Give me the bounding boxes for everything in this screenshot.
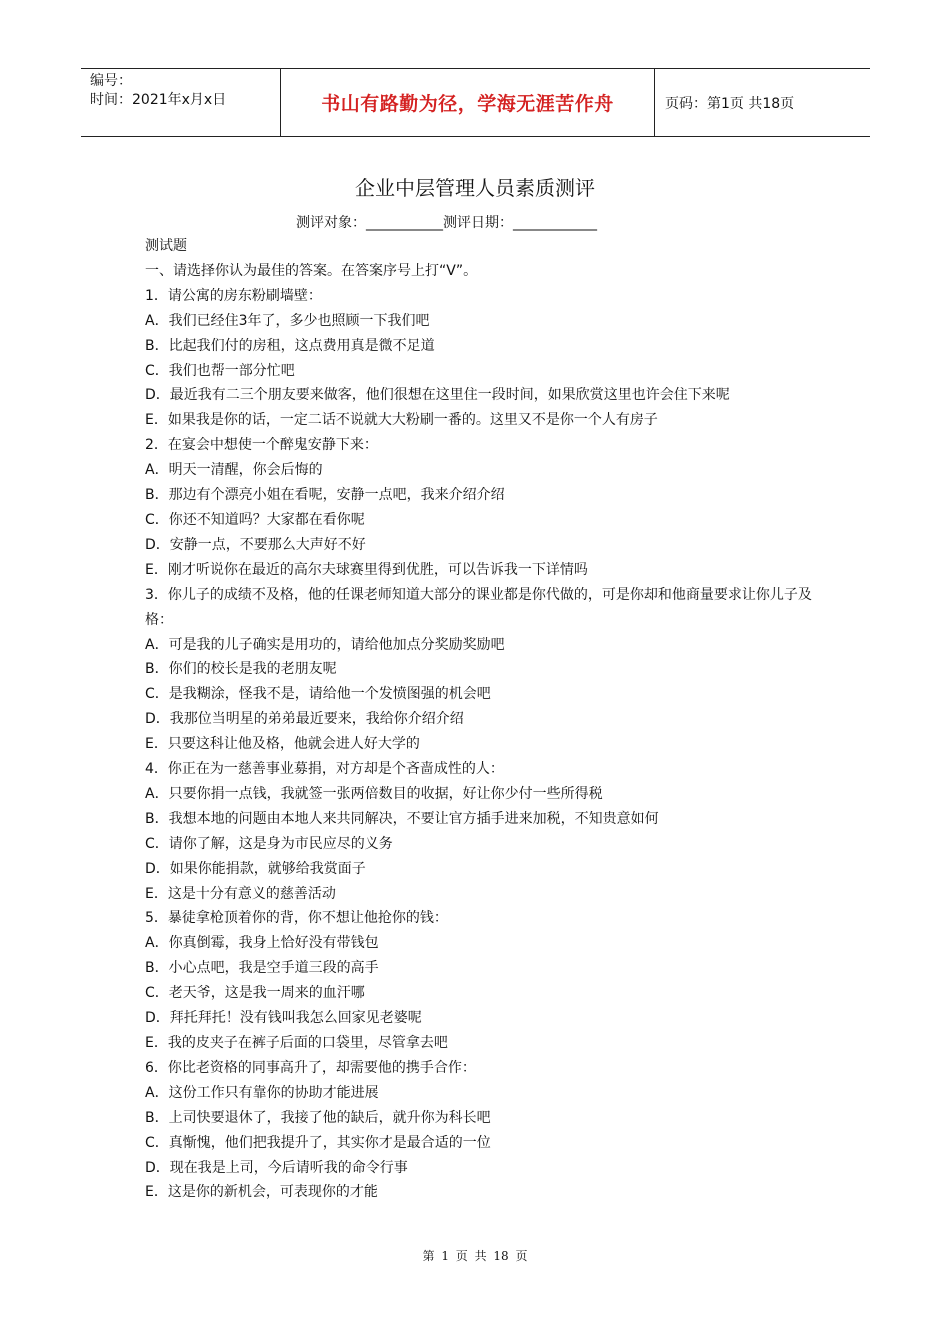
question-title: 4．你正在为一慈善事业募捐，对方却是个吝啬成性的人： — [145, 761, 504, 778]
answer-option: D．我那位当明星的弟弟最近要来，我给你介绍介绍 — [145, 711, 464, 728]
answer-option: E．刚才听说你在最近的高尔夫球赛里得到优胜，可以告诉我一下详情吗 — [145, 561, 588, 578]
section-label: 测试题 — [145, 238, 187, 254]
header-table — [81, 68, 870, 137]
answer-option: A．你真倒霉，我身上恰好没有带钱包 — [145, 935, 379, 952]
time-label: 时间：2021年x月x日 — [90, 92, 227, 108]
answer-option: B．那边有个漂亮小姐在看呢，安静一点吧，我来介绍介绍 — [145, 487, 505, 504]
answer-option: E．这是你的新机会，可表现你的才能 — [145, 1184, 378, 1201]
page-info: 页码：第1页 共18页 — [665, 95, 795, 112]
answer-option: D．最近我有二三个朋友要来做客，他们很想在这里住一段时间，如果欣赏这里也许会住下来呢 — [145, 387, 730, 404]
answer-option: C．是我糊涂，怪我不是，请给他一个发愤图强的机会吧 — [145, 686, 491, 703]
answer-option: A．可是我的儿子确实是用功的，请给他加点分奖励奖励吧 — [145, 636, 505, 653]
number-label: 编号： — [90, 73, 132, 89]
answer-option: A．我们已经住3年了，多少也照顾一下我们吧 — [145, 312, 430, 329]
document-title: 企业中层管理人员素质测评 — [355, 176, 595, 200]
answer-option: B．上司快要退休了，我接了他的缺后，就升你为科长吧 — [145, 1109, 491, 1126]
answer-option: C．老天爷，这是我一周来的血汗哪 — [145, 985, 365, 1002]
answer-option: E．只要这科让他及格，他就会进人好大学的 — [145, 736, 420, 753]
header-left-cell — [81, 69, 281, 136]
answer-option: C．我们也帮一部分忙吧 — [145, 362, 295, 379]
question-title: 2．在宴会中想使一个醉鬼安静下来： — [145, 437, 378, 454]
instruction: 一、请选择你认为最佳的答案。在答案序号上打“V”。 — [145, 262, 478, 279]
answer-option: B．你们的校长是我的老朋友呢 — [145, 661, 337, 678]
answer-option: B．小心点吧，我是空手道三段的高手 — [145, 960, 379, 977]
answer-option: E．这是十分有意义的慈善活动 — [145, 885, 336, 902]
answer-option: D．安静一点，不要那么大声好不好 — [145, 536, 366, 553]
question-content — [145, 234, 815, 1205]
answer-option: C．你还不知道吗？大家都在看你呢 — [145, 511, 365, 528]
motto: 书山有路勤为径，学海无涯苦作舟 — [281, 69, 655, 136]
answer-option: E．如果我是你的话，一定二话不说就大大粉刷一番的。这里又不是你一个人有房子 — [145, 412, 658, 429]
answer-option: A．明天一清醒，你会后悔的 — [145, 462, 323, 479]
answer-option: B．比起我们付的房租，这点费用真是微不足道 — [145, 337, 435, 354]
answer-option: A．这份工作只有靠你的协助才能进展 — [145, 1084, 379, 1101]
answer-option: B．我想本地的问题由本地人来共同解决，不要让官方插手进来加税，不知贵意如何 — [145, 810, 659, 827]
answer-option: E．我的皮夹子在裤子后面的口袋里，尽管拿去吧 — [145, 1035, 448, 1051]
answer-option: D．现在我是上司，今后请听我的命令行事 — [145, 1159, 408, 1176]
question-title: 1．请公寓的房东粉刷墙壁： — [145, 287, 322, 304]
answer-option: C．请你了解，这是身为市民应尽的义务 — [145, 835, 393, 852]
question-title: 5．暴徒拿枪顶着你的背，你不想让他抢你的钱： — [145, 910, 448, 927]
subject-date-line: 测评对象：___________测评日期：____________ — [296, 215, 597, 231]
question-title: 6．你比老资格的同事高升了，却需要他的携手合作： — [145, 1059, 476, 1076]
answer-option: D．拜托拜托！没有钱叫我怎么回家见老婆呢 — [145, 1010, 422, 1027]
page-footer: 第 1 页 共 18 页 — [422, 1249, 528, 1263]
question-title: 3．你儿子的成绩不及格，他的任课老师知道大部分的课业都是你代做的，可是你却和他商量要求让你儿子及格： — [145, 586, 812, 628]
answer-option: D．如果你能捐款，就够给我赏面子 — [145, 860, 366, 877]
answer-option: C．真惭愧，他们把我提升了，其实你才是最合适的一位 — [145, 1134, 491, 1151]
answer-option: A．只要你捐一点钱，我就签一张两倍数目的收据，好让你少付一些所得税 — [145, 785, 603, 802]
